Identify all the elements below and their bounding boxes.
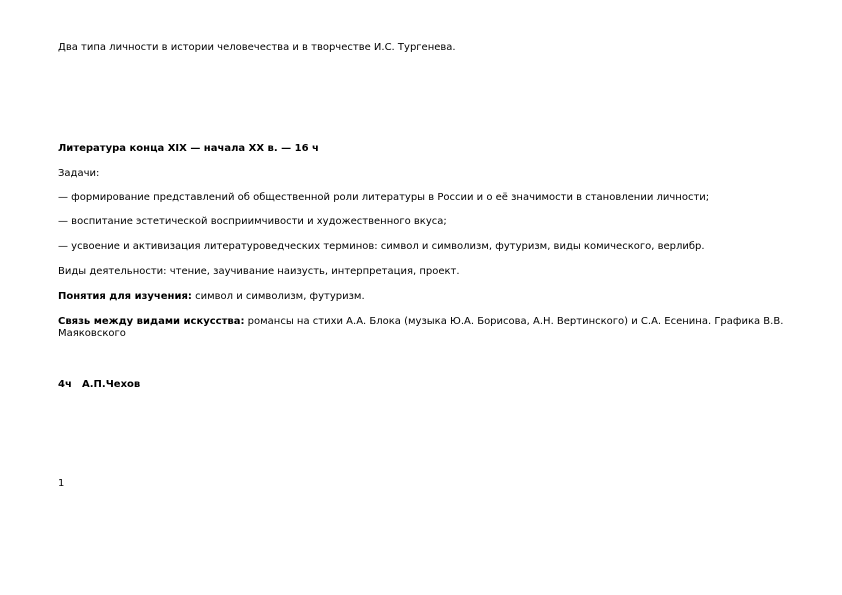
activities-line: Виды деятельности: чтение, заучивание наизусть, интерпретация, проект. <box>58 266 460 277</box>
chekhov-hours: 4ч <box>58 379 72 390</box>
chekhov-author: А.П.Чехов <box>82 379 141 390</box>
arts-connection-paragraph <box>58 316 788 340</box>
page-number: 1 <box>58 478 65 489</box>
concepts-line <box>58 291 788 303</box>
document-title-line: Два типа личности в истории человечества и в творчестве И.С. Тургенева. <box>58 42 456 53</box>
tasks-label: Задачи: <box>58 168 100 179</box>
concepts-text: символ и символизм, футуризм. <box>191 291 365 302</box>
task-item-2: — воспитание эстетической восприимчивости и художественного вкуса; <box>58 216 447 227</box>
chekhov-line <box>58 379 788 391</box>
concepts-label: Понятия для изучения: <box>58 291 192 302</box>
task-item-3: — усвоение и активизация литературоведческих терминов: символ и символизм, футуризм, виды комического, верлибр. <box>58 241 705 252</box>
arts-label: Связь между видами искусства: <box>58 316 245 327</box>
arts-text: романсы на стихи А.А. Блока (музыка Ю.А. Борисова, А.Н. Вертинского) и С.А. Есенина. Графика В.В. Маяковского <box>58 316 784 339</box>
task-item-1: — формирование представлений об общественной роли литературы в России и о её значимости в становлении личности; <box>58 192 710 203</box>
section-heading: Литература конца XIX — начала XX в. — 16 ч <box>58 143 319 154</box>
